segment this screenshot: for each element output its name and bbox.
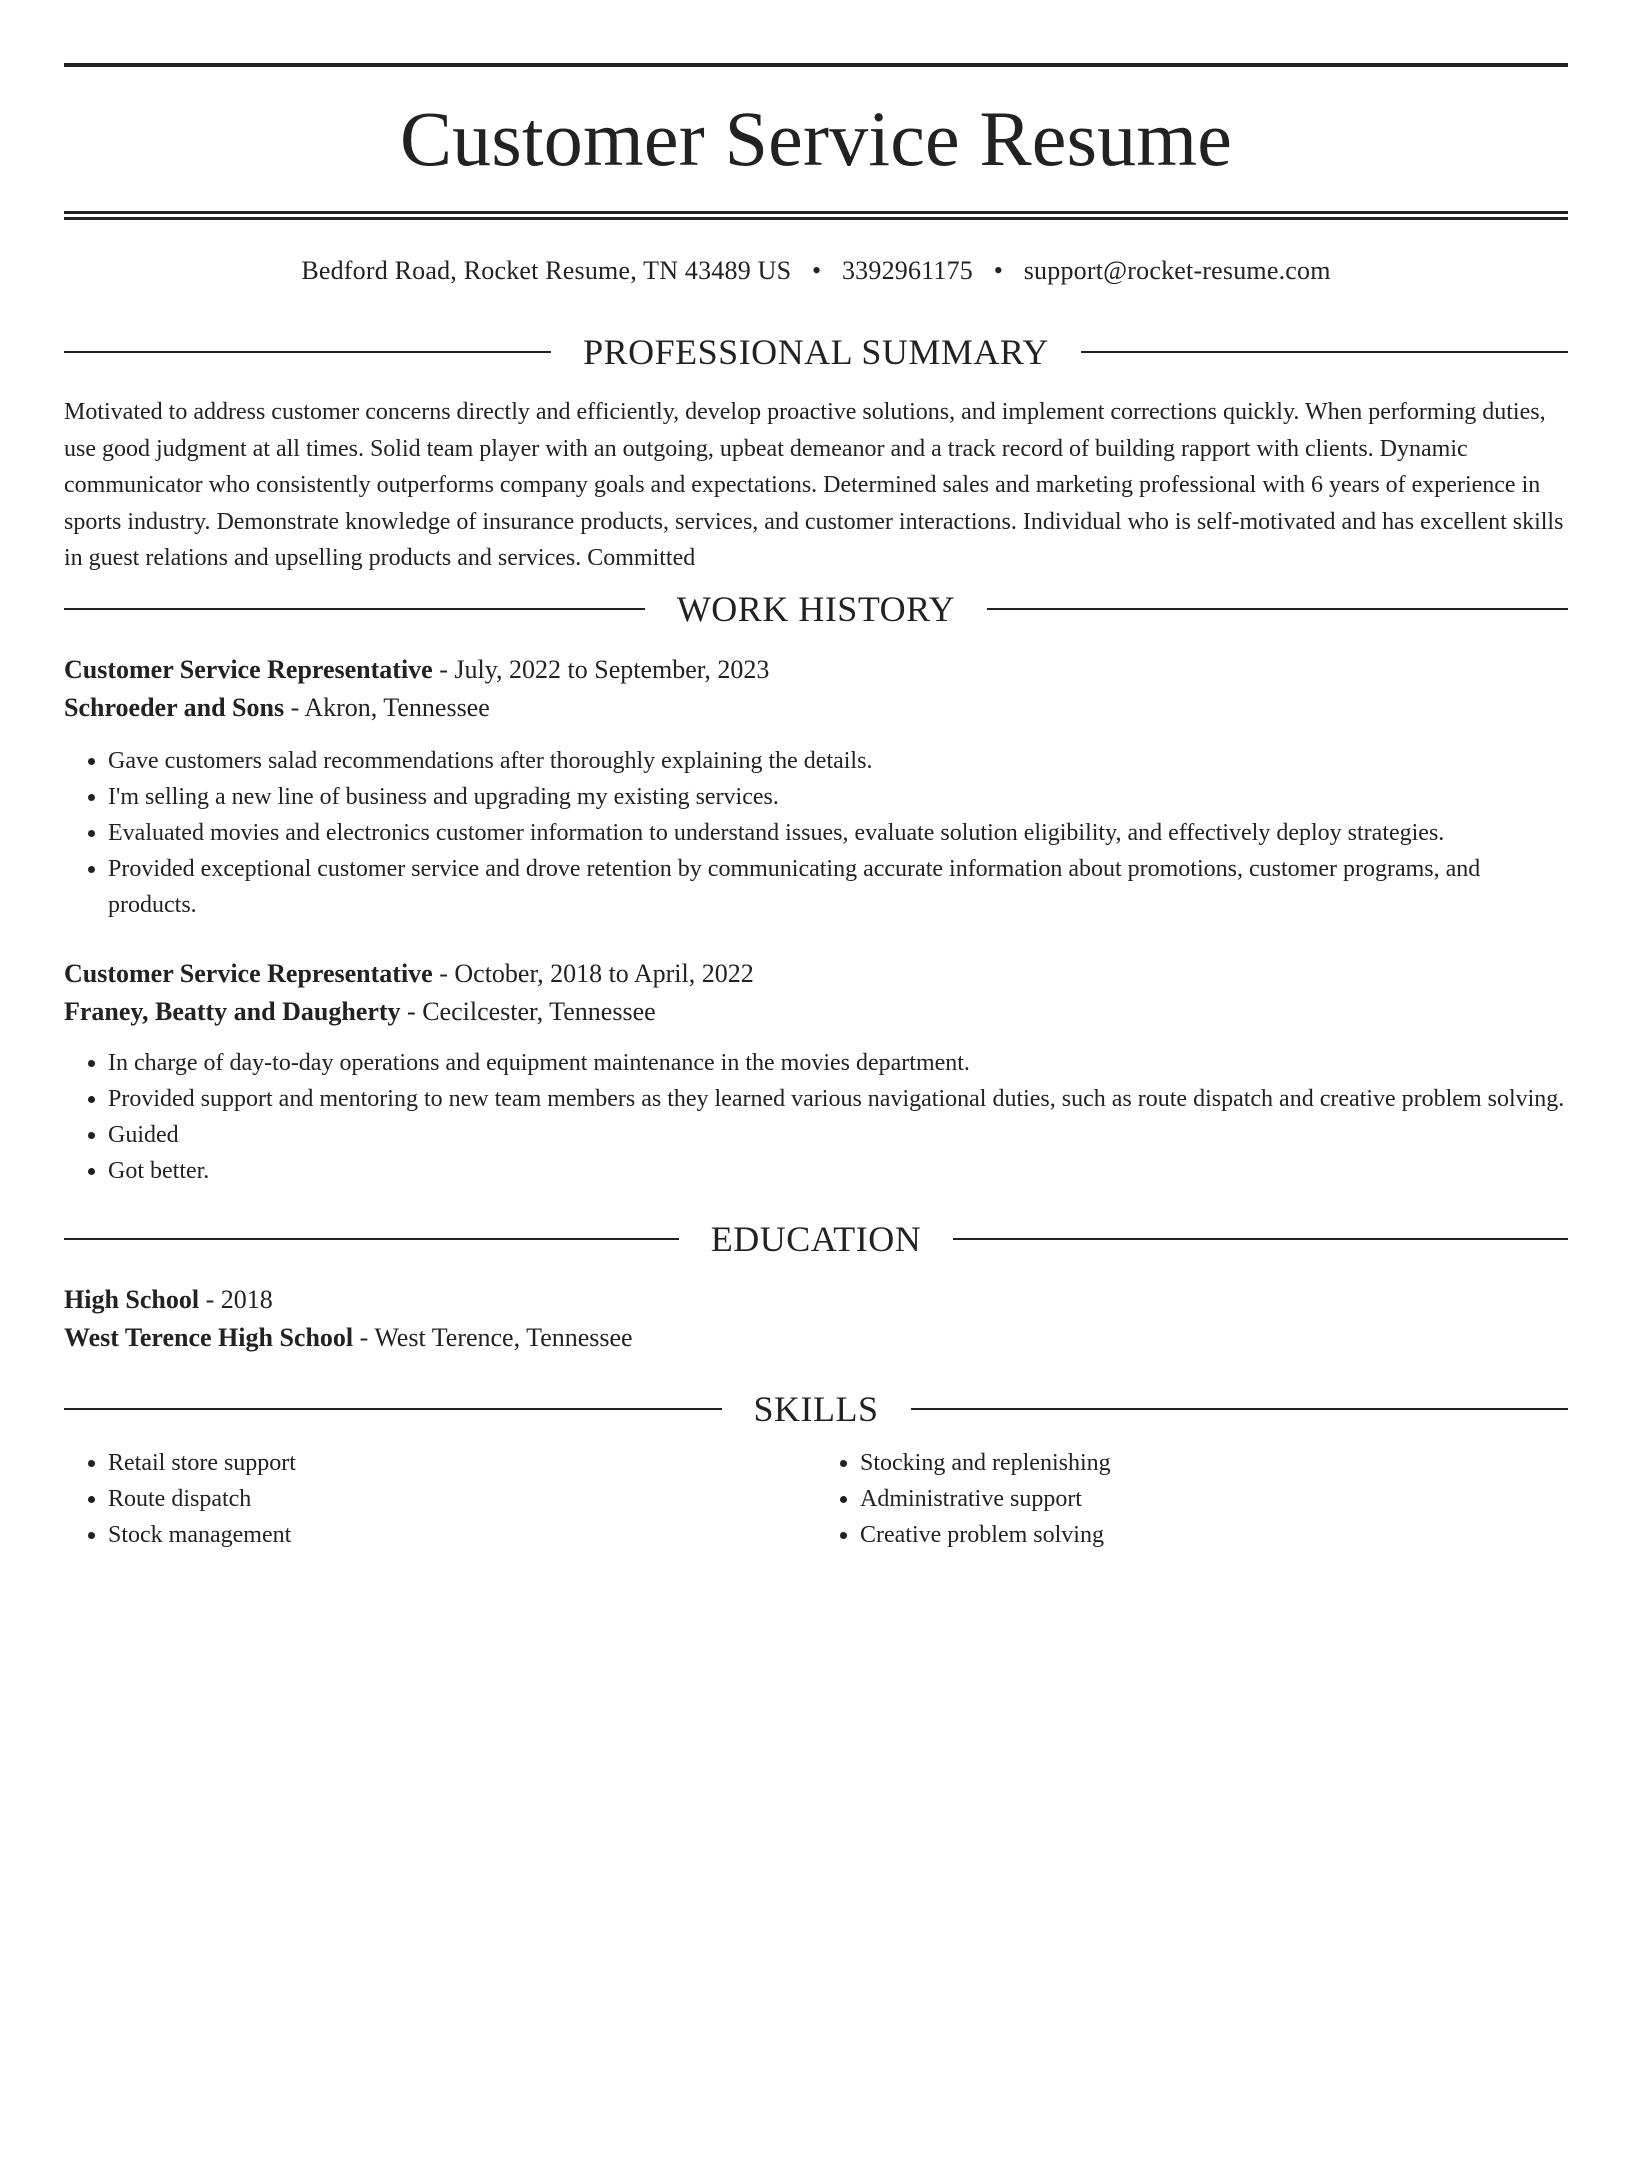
skills-heading: SKILLS: [753, 1388, 879, 1429]
job-bullet: • Got better.: [108, 1153, 1568, 1189]
contact-phone: 3392961175: [841, 256, 974, 285]
skill-item: • Stock management: [108, 1517, 816, 1553]
section-rule-right: [1081, 351, 1568, 353]
skill-item: • Stocking and replenishing: [860, 1445, 1568, 1481]
skills-grid: [64, 1445, 1568, 1553]
education-location: - West Terence, Tennessee: [353, 1322, 633, 1352]
contact-separator: •: [811, 256, 822, 285]
job-bullet: • In charge of day-to-day operations and equipment maintenance in the movies department.: [108, 1045, 1568, 1081]
job-bullet: • Provided exceptional customer service and drove retention by communicating accurate information about promotions, customer programs, and products.: [108, 851, 1568, 923]
education-heading: EDUCATION: [710, 1218, 922, 1259]
contact-email: support@rocket-resume.com: [1023, 256, 1331, 285]
job-company: Schroeder and Sons: [64, 692, 285, 722]
skills-column-right: [816, 1445, 1568, 1553]
summary-text: Motivated to address customer concerns directly and efficiently, develop proactive solutions, and implement corrections quickly. When performing duties, use good judgment at all times. Solid team player with an outgoing, upbeat demeanor and a track record of building rapport with clients. Dynamic communicator who consistently outperforms company goals and expectations. Determined sales and marketing professional with 6 years of experience in sports industry. Demonstrate knowledge of insurance products, services, and customer interactions. Individual who is self-motivated and has excellent skills in guest relations and upselling products and services. Committed: [64, 399, 1564, 571]
summary-section-header: [64, 330, 1568, 374]
education-section-header: [64, 1217, 1568, 1261]
job-location: - Cecilcester, Tennessee: [400, 996, 656, 1026]
job-bullet: • I'm selling a new line of business and upgrading my existing services.: [108, 779, 1568, 815]
section-rule-left: [64, 1408, 722, 1410]
job-entry: [64, 955, 1568, 1189]
title-double-rule: [64, 211, 1568, 220]
job-dates: - July, 2022 to September, 2023: [432, 654, 770, 684]
job-title-line: [64, 651, 1568, 689]
summary-heading: PROFESSIONAL SUMMARY: [583, 332, 1049, 372]
education-school: West Terence High School: [64, 1322, 354, 1352]
job-bullet: • Evaluated movies and electronics customer information to understand issues, evaluate solution eligibility, and effectively deploy strategies.: [108, 815, 1568, 851]
skill-item: • Retail store support: [108, 1445, 816, 1481]
section-rule-right: [987, 608, 1568, 610]
job-bullet: • Guided: [108, 1117, 1568, 1153]
skills-section-header: [64, 1387, 1568, 1431]
resume-title: Customer Service Resume: [399, 95, 1233, 182]
section-rule-left: [64, 608, 645, 610]
job-dates: - October, 2018 to April, 2022: [432, 958, 754, 988]
work-section-header: [64, 587, 1568, 631]
job-company: Franey, Beatty and Daugherty: [64, 996, 401, 1026]
job-bullets: [64, 743, 1568, 923]
job-location: - Akron, Tennessee: [284, 692, 490, 722]
contact-separator: •: [993, 256, 1004, 285]
job-entry: [64, 651, 1568, 923]
skill-item: • Route dispatch: [108, 1481, 816, 1517]
skills-column-left: [64, 1445, 816, 1553]
section-rule-left: [64, 1238, 679, 1240]
job-title: Customer Service Representative: [64, 654, 433, 684]
section-rule-right: [953, 1238, 1568, 1240]
contact-address: Bedford Road, Rocket Resume, TN 43489 US: [301, 256, 792, 285]
skill-item: • Administrative support: [860, 1481, 1568, 1517]
job-title: Customer Service Representative: [64, 958, 433, 988]
education-degree: High School: [64, 1284, 200, 1314]
resume-page: [0, 63, 1632, 2175]
education-entry: [64, 1281, 1568, 1357]
job-bullet: • Provided support and mentoring to new team members as they learned various navigational duties, such as route dispatch and creative problem solving.: [108, 1081, 1568, 1117]
job-bullet: • Gave customers salad recommendations after thoroughly explaining the details.: [108, 743, 1568, 779]
education-school-line: [64, 1319, 1568, 1357]
work-heading: WORK HISTORY: [676, 588, 956, 629]
job-title-line: [64, 955, 1568, 993]
job-company-line: [64, 689, 1568, 727]
contact-line: [64, 254, 1568, 288]
section-rule-right: [911, 1408, 1569, 1410]
education-degree-line: [64, 1281, 1568, 1319]
job-bullets: [64, 1045, 1568, 1189]
job-company-line: [64, 993, 1568, 1031]
skill-item: • Creative problem solving: [860, 1517, 1568, 1553]
education-year: - 2018: [199, 1284, 273, 1314]
section-rule-left: [64, 351, 551, 353]
